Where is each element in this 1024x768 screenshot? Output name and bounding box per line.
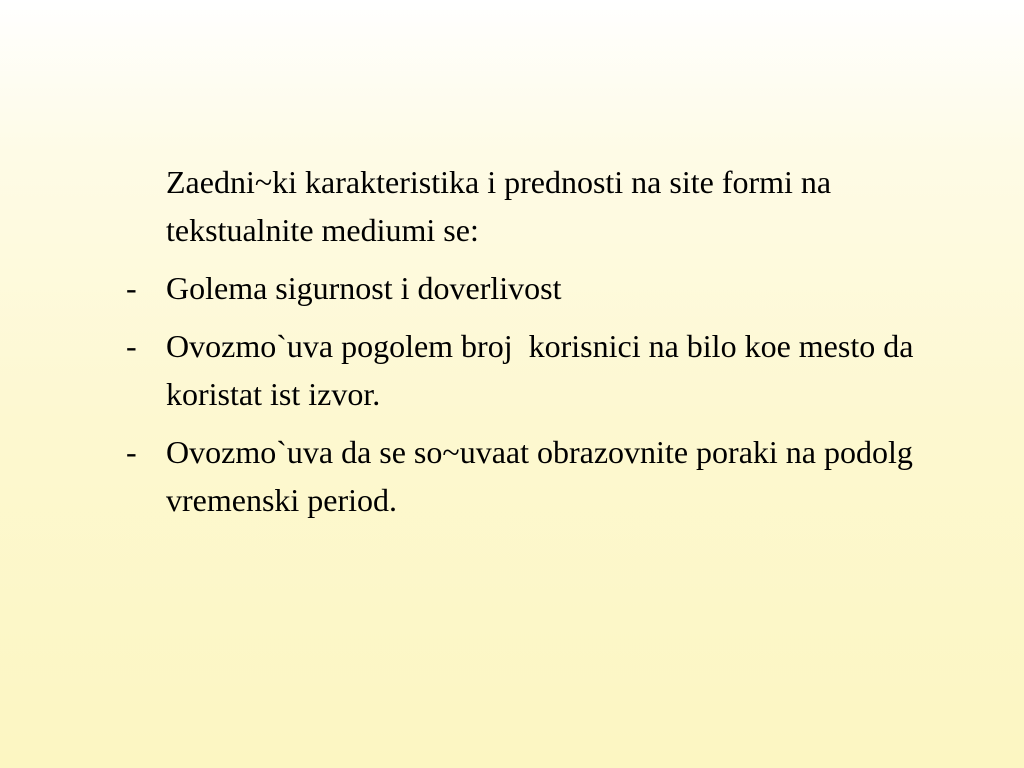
slide-body: [120, 158, 960, 534]
bullet-marker: -: [126, 434, 137, 470]
bullet-item-text: Ovozmo`uva da se so~uvaat obrazovnite poraki na podolg vremenski period.: [166, 434, 913, 518]
bullet-item: [120, 264, 960, 312]
bullet-marker: -: [126, 270, 137, 306]
intro-text: Zaedni~ki karakteristika i prednosti na site formi na tekstualnite mediumi se:: [166, 164, 832, 248]
bullet-item-text: Ovozmo`uva pogolem broj korisnici na bilo koe mesto da koristat ist izvor.: [166, 328, 922, 412]
bullet-marker: -: [126, 328, 137, 364]
bullet-item: [120, 428, 960, 524]
bullet-item-text: Golema sigurnost i doverlivost: [166, 270, 562, 306]
intro-paragraph: [120, 158, 960, 254]
bullet-item: [120, 322, 960, 418]
